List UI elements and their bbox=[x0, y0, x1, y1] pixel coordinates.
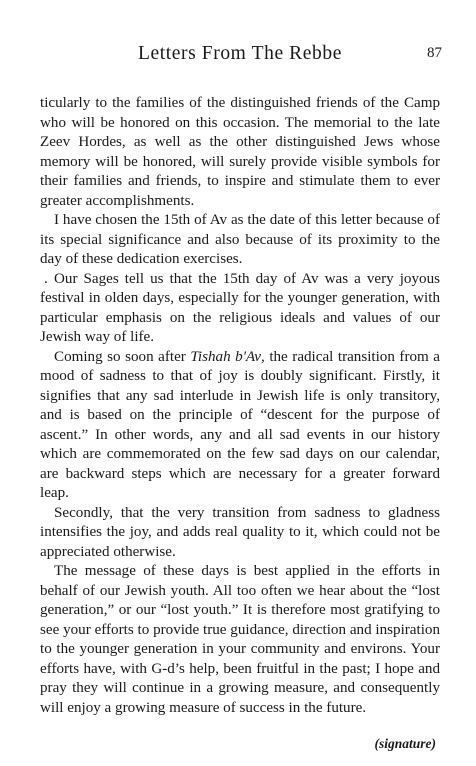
paragraph-4-italic-term: Tishah b'Av bbox=[190, 348, 262, 365]
page-number: 87 bbox=[427, 45, 442, 61]
letter-body bbox=[40, 94, 440, 718]
running-title: Letters From The Rebbe bbox=[137, 43, 342, 64]
paragraph-4 bbox=[40, 348, 440, 504]
paragraph-2: I have chosen the 15th of Av as the date of this letter because of its special significance and also because of its proximity to the day of these dedication exercises. bbox=[40, 212, 440, 267]
paragraph-5: Secondly, that the very transition from sadness to gladness intensifies the joy, and adds real quality to it, which could not be appreciated otherwise. bbox=[40, 504, 440, 560]
signature-note: (signature) bbox=[374, 736, 436, 751]
paragraph-4-rest: , the radical transition from a mood of sadness to that of joy is doubly significant. Firstly, it signifies that any sad interlude in Jewish life is only transitory, and is based on the principle of “descent for the purpose of ascent.” In other words, any and all sad events in our history which are commemorated on the few sad days on our calendar, are backward steps which are necessary for a greater forward leap. bbox=[40, 348, 440, 501]
paragraph-6: The message of these days is best applied in the efforts in behalf of our Jewish youth. All too often we hear about the “lost generation,” or our “lost youth.” It is therefore most gratifying to see your efforts to provide true guidance, direction and inspiration to the younger generation in your community and environs. Your efforts have, with G-d’s help, been fruitful in the past; I hope and pray they will continue in a growing measure, and consequently will enjoy a growing measure of success in the future. bbox=[40, 563, 440, 716]
stray-mark: . bbox=[44, 270, 48, 287]
running-header bbox=[40, 42, 440, 66]
paragraph-3-text: Our Sages tell us that the 15th day of Av was a very joyous festival in olden days, especially for the younger generation, with particular emphasis on the religious ideals and values of our Jewish way of life. bbox=[40, 270, 440, 345]
paragraph-4-lead: Coming so soon after bbox=[54, 348, 191, 365]
paragraph-1: ticularly to the families of the distinguished friends of the Camp who will be honored on this occasion. The memorial to the late Zeev Hordes, as well as the other distinguished Jews whose memory will be honored, will surely provide visible symbols for their families and friends, to inspire and stimulate them to ever greater accomplishments. bbox=[40, 95, 440, 209]
paragraph-3 bbox=[40, 270, 440, 348]
